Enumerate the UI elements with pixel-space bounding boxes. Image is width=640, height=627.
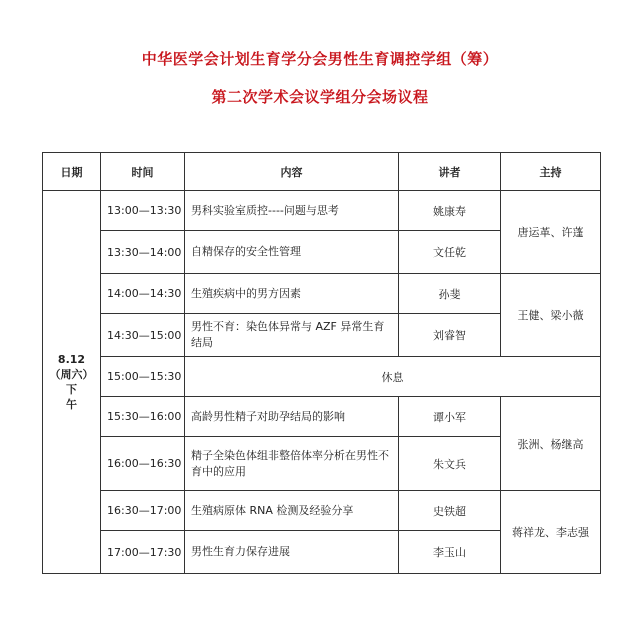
column-header-speaker: 讲者	[399, 153, 501, 191]
table-row-break	[43, 357, 601, 397]
time-cell: 15:00—15:30	[101, 357, 185, 397]
speaker-cell: 史铁超	[399, 491, 501, 531]
content-cell: 高龄男性精子对助孕结局的影响	[185, 397, 399, 437]
table-row	[43, 191, 601, 231]
host-cell: 唐运革、许蓬	[501, 191, 601, 274]
content-cell: 精子全染色体组非整倍体率分析在男性不育中的应用	[185, 437, 399, 491]
date-period-1: 下	[66, 383, 77, 396]
date-cell	[43, 191, 101, 574]
column-header-date: 日期	[43, 153, 101, 191]
time-cell: 17:00—17:30	[101, 531, 185, 574]
column-header-content: 内容	[185, 153, 399, 191]
content-cell: 生殖病原体 RNA 检测及经验分享	[185, 491, 399, 531]
table-row	[43, 397, 601, 437]
time-cell: 13:30—14:00	[101, 231, 185, 274]
speaker-cell: 孙斐	[399, 274, 501, 314]
content-cell: 男科实验室质控----问题与思考	[185, 191, 399, 231]
date-value: 8.12	[57, 353, 86, 366]
break-cell: 休息	[185, 357, 601, 397]
page-subtitle: 第二次学术会议学组分会场议程	[211, 88, 429, 106]
content-cell: 男性不育：染色体异常与 AZF 异常生育结局	[185, 314, 399, 357]
content-cell: 生殖疾病中的男方因素	[185, 274, 399, 314]
speaker-cell: 刘睿智	[399, 314, 501, 357]
date-period-2: 午	[66, 398, 77, 411]
speaker-cell: 姚康寿	[399, 191, 501, 231]
table-row	[43, 274, 601, 314]
time-cell: 15:30—16:00	[101, 397, 185, 437]
host-cell: 蒋祥龙、李志强	[501, 491, 601, 574]
time-cell: 16:00—16:30	[101, 437, 185, 491]
time-cell: 16:30—17:00	[101, 491, 185, 531]
host-cell: 张洲、杨继高	[501, 397, 601, 491]
date-weekday: （周六）	[49, 368, 94, 381]
host-cell: 王健、梁小薇	[501, 274, 601, 357]
time-cell: 13:00—13:30	[101, 191, 185, 231]
speaker-cell: 文任乾	[399, 231, 501, 274]
speaker-cell: 谭小军	[399, 397, 501, 437]
time-cell: 14:30—15:00	[101, 314, 185, 357]
page-title: 中华医学会计划生育学分会男性生育调控学组（筹）	[141, 50, 499, 68]
table-header-row	[43, 153, 601, 191]
content-cell: 男性生育力保存进展	[185, 531, 399, 574]
speaker-cell: 李玉山	[399, 531, 501, 574]
speaker-cell: 朱文兵	[399, 437, 501, 491]
time-cell: 14:00—14:30	[101, 274, 185, 314]
column-header-host: 主持	[501, 153, 601, 191]
agenda-table	[42, 152, 601, 574]
column-header-time: 时间	[101, 153, 185, 191]
table-row	[43, 491, 601, 531]
content-cell: 自精保存的安全性管理	[185, 231, 399, 274]
